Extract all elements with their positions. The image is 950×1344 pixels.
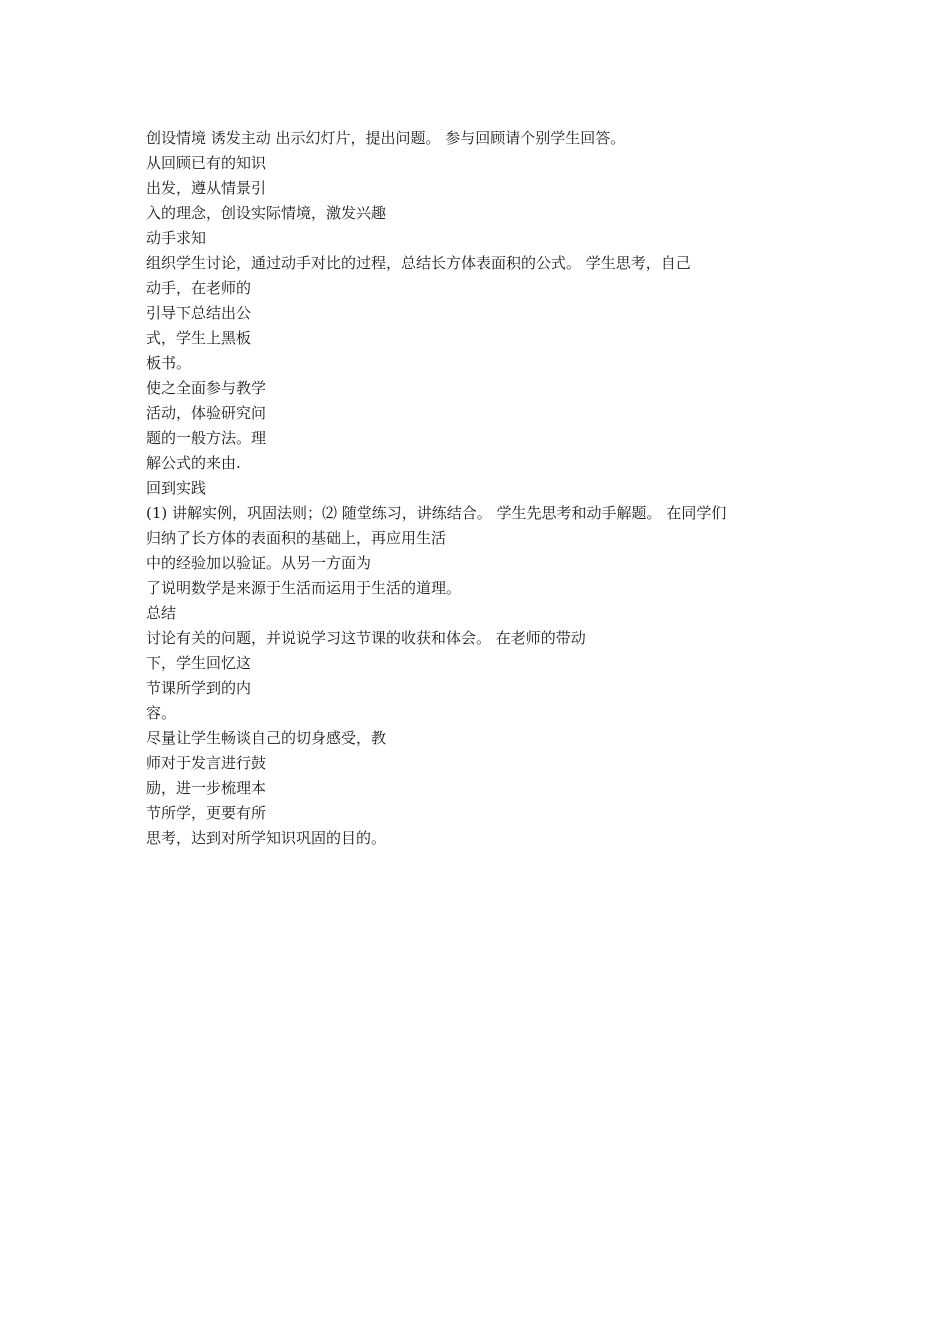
- text-line: 节课所学到的内: [146, 679, 252, 697]
- document-body: [146, 126, 826, 851]
- text-line: 入的理念，创设实际情境，激发兴趣: [146, 204, 387, 222]
- text-line: 活动，体验研究问: [146, 404, 267, 422]
- text-line: 节所学，更要有所: [146, 804, 267, 822]
- text-line: 师对于发言进行鼓: [146, 754, 267, 772]
- text-line: 板书。: [146, 354, 192, 372]
- text-line: 容。: [146, 704, 177, 722]
- text-line: 了说明数学是来源于生活而运用于生活的道理。: [146, 579, 462, 597]
- text-line: 解公式的来由.: [146, 454, 241, 472]
- text-line: 动手，在老师的: [146, 279, 252, 297]
- text-line: 归纳了长方体的表面积的基础上，再应用生活: [146, 529, 447, 547]
- text-line: 下，学生回忆这: [146, 654, 252, 672]
- text-line: 中的经验加以验证。从另一方面为: [146, 554, 372, 572]
- text-line: 题的一般方法。理: [146, 429, 267, 447]
- text-line: (1) 讲解实例，巩固法则；⑵ 随堂练习，讲练结合。 学生先思考和动手解题。 在同学们: [146, 504, 727, 522]
- text-line: 出发，遵从情景引: [146, 179, 267, 197]
- section-heading: 总结: [146, 604, 177, 622]
- text-line: 从回顾已有的知识: [146, 154, 267, 172]
- text-line: 组织学生讨论，通过动手对比的过程，总结长方体表面积的公式。 学生思考，自己: [146, 254, 691, 272]
- text-line: 创设情境 诱发主动 出示幻灯片，提出问题。 参与回顾请个别学生回答。: [146, 129, 626, 147]
- text-line: 思考，达到对所学知识巩固的目的。: [146, 829, 387, 847]
- section-heading: 回到实践: [146, 479, 207, 497]
- text-line: 式，学生上黑板: [146, 329, 252, 347]
- text-line: 引导下总结出公: [146, 304, 252, 322]
- text-line: 励，进一步梳理本: [146, 779, 267, 797]
- text-line: 使之全面参与教学: [146, 379, 267, 397]
- section-heading: 动手求知: [146, 229, 207, 247]
- text-line: 讨论有关的问题，并说说学习这节课的收获和体会。 在老师的带动: [146, 629, 586, 647]
- text-line: 尽量让学生畅谈自己的切身感受，教: [146, 729, 387, 747]
